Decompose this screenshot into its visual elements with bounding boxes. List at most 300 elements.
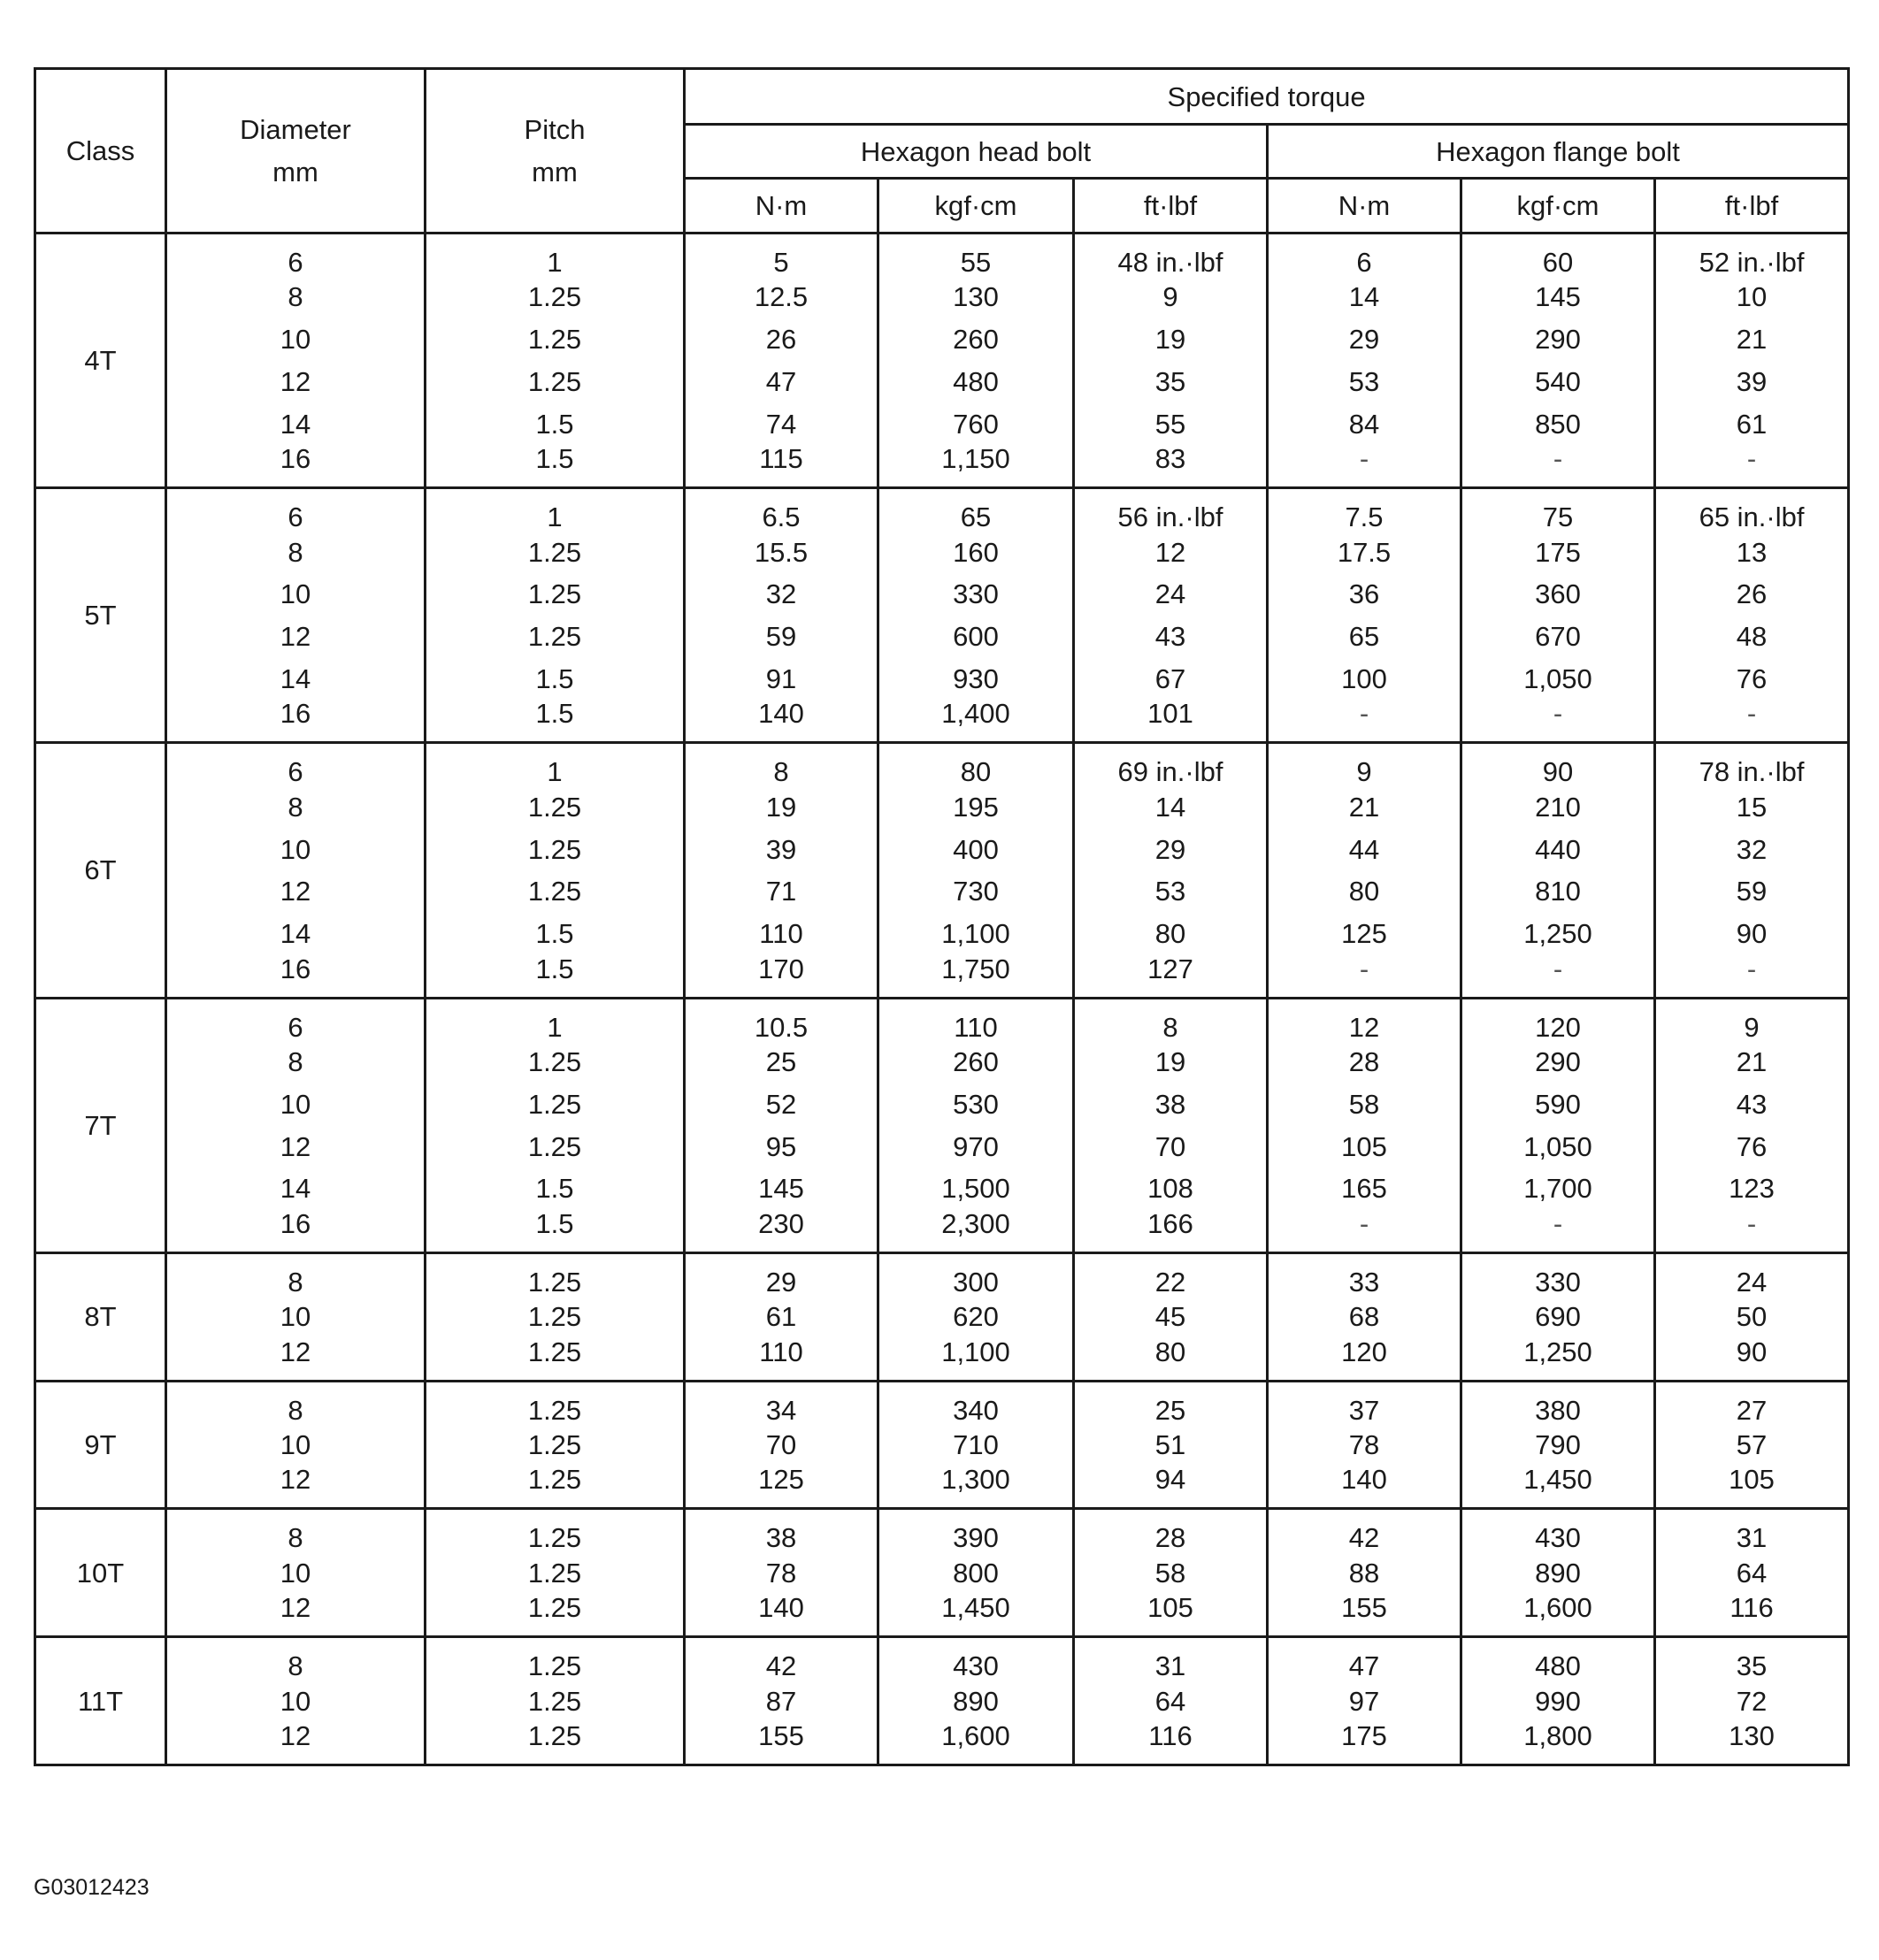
- flange-kgfcm-cell: -: [1461, 445, 1655, 488]
- class-cell: 4T: [35, 234, 166, 488]
- diameter-cell: 6: [166, 998, 426, 1041]
- table-row: [35, 1722, 1849, 1765]
- table-row: [35, 658, 1849, 701]
- flange-ftlbf-cell: 78 in.·lbf: [1655, 743, 1849, 786]
- diameter-cell: 10: [166, 828, 426, 870]
- diameter-header-unit: mm: [272, 156, 318, 188]
- flange-ftlbf-cell: 24: [1655, 1252, 1849, 1296]
- head-kgfcm-cell: 1,500: [878, 1168, 1074, 1210]
- table-row: [35, 445, 1849, 488]
- diameter-cell: 6: [166, 488, 426, 532]
- flange-ftlbf-cell: 52 in.·lbf: [1655, 234, 1849, 277]
- flange-kgfcm-cell: 670: [1461, 616, 1655, 658]
- diameter-cell: 12: [166, 1722, 426, 1765]
- flange-kgfcm-cell: 1,700: [1461, 1168, 1655, 1210]
- head-ftlbf-cell: 19: [1074, 1041, 1268, 1083]
- flange-ftlbf-cell: 59: [1655, 870, 1849, 913]
- head-kgfcm-cell: 130: [878, 276, 1074, 318]
- flange-kgfcm-cell: 440: [1461, 828, 1655, 870]
- flange-ftlbf-cell: 31: [1655, 1509, 1849, 1552]
- head-nm-cell: 32: [685, 573, 878, 616]
- class-cell: 8T: [35, 1252, 166, 1381]
- flange-nm-cell: 42: [1268, 1509, 1461, 1552]
- table-row: [35, 1168, 1849, 1210]
- head-kgfcm-cell: 1,300: [878, 1466, 1074, 1509]
- head-kgfcm-cell: 260: [878, 318, 1074, 361]
- diameter-cell: 8: [166, 785, 426, 828]
- table-row: [35, 870, 1849, 913]
- pitch-cell: 1.25: [426, 1083, 685, 1125]
- flange-kgfcm-cell: 810: [1461, 870, 1655, 913]
- flange-kgfcm-cell: 330: [1461, 1252, 1655, 1296]
- head-nm-cell: 38: [685, 1509, 878, 1552]
- flange-ftlbf-cell: 116: [1655, 1594, 1849, 1637]
- flange-nm-cell: 78: [1268, 1424, 1461, 1466]
- head-nm-cell: 47: [685, 361, 878, 403]
- flange-kgfcm-cell: 690: [1461, 1296, 1655, 1338]
- head-kgfcm-cell: 1,400: [878, 700, 1074, 743]
- flange-nm-cell: 88: [1268, 1551, 1461, 1594]
- diameter-cell: 8: [166, 1637, 426, 1681]
- head-ftlbf-cell: 64: [1074, 1680, 1268, 1722]
- table-row: [35, 1594, 1849, 1637]
- class-cell: 11T: [35, 1637, 166, 1765]
- pitch-cell: 1.5: [426, 913, 685, 955]
- head-kgfcm-cell: 480: [878, 361, 1074, 403]
- flange-nm-cell: 80: [1268, 870, 1461, 913]
- pitch-cell: 1.25: [426, 318, 685, 361]
- head-ftlbf-cell: 12: [1074, 531, 1268, 573]
- head-nm-cell: 87: [685, 1680, 878, 1722]
- head-ftlbf-cell: 101: [1074, 700, 1268, 743]
- class-group-7t: [35, 998, 1849, 1252]
- head-ftlbf-cell: 55: [1074, 402, 1268, 445]
- pitch-cell: 1.25: [426, 1041, 685, 1083]
- diameter-cell: 10: [166, 1083, 426, 1125]
- flange-nm-cell: 37: [1268, 1381, 1461, 1424]
- head-ftlbf-cell: 166: [1074, 1210, 1268, 1253]
- pitch-cell: 1.25: [426, 1338, 685, 1382]
- flange-nm-cell: 12: [1268, 998, 1461, 1041]
- unit-header-head-nm: N·m: [685, 179, 878, 234]
- pitch-cell: 1.25: [426, 276, 685, 318]
- head-ftlbf-cell: 25: [1074, 1381, 1268, 1424]
- head-nm-cell: 170: [685, 955, 878, 999]
- pitch-cell: 1.25: [426, 1594, 685, 1637]
- flange-ftlbf-cell: 65 in.·lbf: [1655, 488, 1849, 532]
- flange-ftlbf-cell: 123: [1655, 1168, 1849, 1210]
- head-nm-cell: 155: [685, 1722, 878, 1765]
- class-group-4t: [35, 234, 1849, 488]
- head-kgfcm-cell: 195: [878, 785, 1074, 828]
- flange-ftlbf-cell: 61: [1655, 402, 1849, 445]
- flange-kgfcm-cell: -: [1461, 700, 1655, 743]
- head-kgfcm-cell: 530: [878, 1083, 1074, 1125]
- diameter-cell: 10: [166, 573, 426, 616]
- head-nm-cell: 39: [685, 828, 878, 870]
- flange-kgfcm-cell: 850: [1461, 402, 1655, 445]
- diameter-cell: 12: [166, 1594, 426, 1637]
- head-nm-cell: 61: [685, 1296, 878, 1338]
- flange-kgfcm-cell: 890: [1461, 1551, 1655, 1594]
- flange-kgfcm-cell: 90: [1461, 743, 1655, 786]
- head-nm-cell: 110: [685, 913, 878, 955]
- head-nm-cell: 29: [685, 1252, 878, 1296]
- flange-ftlbf-cell: 39: [1655, 361, 1849, 403]
- head-nm-cell: 230: [685, 1210, 878, 1253]
- head-kgfcm-cell: 1,150: [878, 445, 1074, 488]
- class-group-10t: [35, 1509, 1849, 1637]
- pitch-cell: 1: [426, 998, 685, 1041]
- unit-header-flange-nm: N·m: [1268, 179, 1461, 234]
- diameter-cell: 12: [166, 1466, 426, 1509]
- diameter-cell: 16: [166, 700, 426, 743]
- diameter-cell: 16: [166, 1210, 426, 1253]
- head-kgfcm-cell: 160: [878, 531, 1074, 573]
- head-ftlbf-cell: 28: [1074, 1509, 1268, 1552]
- class-cell: 9T: [35, 1381, 166, 1509]
- flange-ftlbf-cell: 15: [1655, 785, 1849, 828]
- head-kgfcm-cell: 1,750: [878, 955, 1074, 999]
- table-row: [35, 998, 1849, 1041]
- flange-nm-cell: 125: [1268, 913, 1461, 955]
- diameter-cell: 8: [166, 1381, 426, 1424]
- pitch-cell: 1.25: [426, 785, 685, 828]
- flange-kgfcm-cell: 480: [1461, 1637, 1655, 1681]
- flange-nm-cell: 6: [1268, 234, 1461, 277]
- pitch-cell: 1.25: [426, 1466, 685, 1509]
- flange-kgfcm-cell: 290: [1461, 318, 1655, 361]
- pitch-cell: 1.25: [426, 573, 685, 616]
- head-nm-cell: 71: [685, 870, 878, 913]
- flange-kgfcm-cell: -: [1461, 1210, 1655, 1253]
- class-cell: 6T: [35, 743, 166, 998]
- table-row: [35, 573, 1849, 616]
- class-group-8t: [35, 1252, 1849, 1381]
- flange-nm-cell: 29: [1268, 318, 1461, 361]
- head-nm-cell: 95: [685, 1125, 878, 1168]
- diameter-cell: 16: [166, 955, 426, 999]
- head-kgfcm-cell: 600: [878, 616, 1074, 658]
- table-row: [35, 1041, 1849, 1083]
- pitch-header-label: Pitch: [524, 113, 586, 145]
- head-ftlbf-cell: 51: [1074, 1424, 1268, 1466]
- head-nm-cell: 52: [685, 1083, 878, 1125]
- specified-torque-header: Specified torque: [685, 69, 1849, 125]
- head-kgfcm-cell: 620: [878, 1296, 1074, 1338]
- flange-nm-cell: 28: [1268, 1041, 1461, 1083]
- head-ftlbf-cell: 58: [1074, 1551, 1268, 1594]
- table-row: [35, 1424, 1849, 1466]
- diameter-cell: 8: [166, 1509, 426, 1552]
- head-kgfcm-cell: 65: [878, 488, 1074, 532]
- diameter-cell: 10: [166, 318, 426, 361]
- table-row: [35, 1083, 1849, 1125]
- flange-nm-cell: 33: [1268, 1252, 1461, 1296]
- pitch-cell: 1.25: [426, 1637, 685, 1681]
- table-row: [35, 828, 1849, 870]
- flange-ftlbf-cell: 48: [1655, 616, 1849, 658]
- head-kgfcm-cell: 760: [878, 402, 1074, 445]
- head-nm-cell: 70: [685, 1424, 878, 1466]
- pitch-cell: 1.25: [426, 1509, 685, 1552]
- table-header: [35, 69, 1849, 234]
- table-row: [35, 1296, 1849, 1338]
- head-nm-cell: 34: [685, 1381, 878, 1424]
- head-kgfcm-cell: 1,450: [878, 1594, 1074, 1637]
- flange-ftlbf-cell: 21: [1655, 318, 1849, 361]
- flange-ftlbf-cell: 27: [1655, 1381, 1849, 1424]
- head-ftlbf-cell: 67: [1074, 658, 1268, 701]
- pitch-cell: 1.5: [426, 955, 685, 999]
- diameter-cell: 6: [166, 234, 426, 277]
- pitch-cell: 1: [426, 234, 685, 277]
- head-ftlbf-cell: 127: [1074, 955, 1268, 999]
- head-kgfcm-cell: 430: [878, 1637, 1074, 1681]
- class-cell: 10T: [35, 1509, 166, 1637]
- head-kgfcm-cell: 330: [878, 573, 1074, 616]
- flange-kgfcm-cell: 290: [1461, 1041, 1655, 1083]
- head-nm-cell: 12.5: [685, 276, 878, 318]
- head-kgfcm-cell: 80: [878, 743, 1074, 786]
- flange-nm-cell: 21: [1268, 785, 1461, 828]
- flange-nm-cell: 155: [1268, 1594, 1461, 1637]
- diameter-cell: 8: [166, 276, 426, 318]
- head-kgfcm-cell: 340: [878, 1381, 1074, 1424]
- flange-nm-cell: -: [1268, 1210, 1461, 1253]
- head-nm-cell: 78: [685, 1551, 878, 1594]
- flange-nm-cell: -: [1268, 445, 1461, 488]
- pitch-cell: 1.5: [426, 658, 685, 701]
- pitch-header-unit: mm: [532, 156, 578, 188]
- figure-code: G03012423: [34, 1875, 150, 1900]
- class-group-11t: [35, 1637, 1849, 1765]
- flange-ftlbf-cell: -: [1655, 955, 1849, 999]
- flange-nm-cell: -: [1268, 700, 1461, 743]
- flange-ftlbf-cell: 9: [1655, 998, 1849, 1041]
- flange-kgfcm-cell: 175: [1461, 531, 1655, 573]
- table-row: [35, 1210, 1849, 1253]
- head-ftlbf-cell: 80: [1074, 913, 1268, 955]
- head-kgfcm-cell: 1,100: [878, 1338, 1074, 1382]
- flange-kgfcm-cell: 990: [1461, 1680, 1655, 1722]
- head-nm-cell: 6.5: [685, 488, 878, 532]
- flange-kgfcm-cell: 145: [1461, 276, 1655, 318]
- flange-nm-cell: 9: [1268, 743, 1461, 786]
- flange-nm-cell: 44: [1268, 828, 1461, 870]
- diameter-cell: 14: [166, 658, 426, 701]
- pitch-cell: 1.25: [426, 870, 685, 913]
- flange-ftlbf-cell: 90: [1655, 1338, 1849, 1382]
- head-nm-cell: 115: [685, 445, 878, 488]
- diameter-cell: 8: [166, 531, 426, 573]
- flange-ftlbf-cell: 130: [1655, 1722, 1849, 1765]
- table-row: [35, 955, 1849, 999]
- head-nm-cell: 91: [685, 658, 878, 701]
- head-nm-cell: 5: [685, 234, 878, 277]
- diameter-cell: 14: [166, 913, 426, 955]
- flange-kgfcm-cell: 60: [1461, 234, 1655, 277]
- pitch-cell: 1.25: [426, 1722, 685, 1765]
- pitch-header: [426, 69, 685, 234]
- diameter-cell: 8: [166, 1252, 426, 1296]
- diameter-cell: 10: [166, 1551, 426, 1594]
- head-kgfcm-cell: 2,300: [878, 1210, 1074, 1253]
- head-nm-cell: 140: [685, 1594, 878, 1637]
- diameter-cell: 16: [166, 445, 426, 488]
- head-kgfcm-cell: 400: [878, 828, 1074, 870]
- flange-nm-cell: 7.5: [1268, 488, 1461, 532]
- class-group-5t: [35, 488, 1849, 743]
- flange-kgfcm-cell: -: [1461, 955, 1655, 999]
- head-ftlbf-cell: 94: [1074, 1466, 1268, 1509]
- pitch-cell: 1.25: [426, 616, 685, 658]
- class-group-6t: [35, 743, 1849, 998]
- flange-ftlbf-cell: 72: [1655, 1680, 1849, 1722]
- head-ftlbf-cell: 43: [1074, 616, 1268, 658]
- head-ftlbf-cell: 38: [1074, 1083, 1268, 1125]
- hexagon-head-bolt-header: Hexagon head bolt: [685, 125, 1268, 179]
- flange-kgfcm-cell: 210: [1461, 785, 1655, 828]
- table-row: [35, 1338, 1849, 1382]
- flange-ftlbf-cell: 43: [1655, 1083, 1849, 1125]
- head-kgfcm-cell: 1,600: [878, 1722, 1074, 1765]
- flange-ftlbf-cell: 76: [1655, 1125, 1849, 1168]
- pitch-cell: 1.5: [426, 402, 685, 445]
- flange-nm-cell: 47: [1268, 1637, 1461, 1681]
- diameter-cell: 10: [166, 1424, 426, 1466]
- flange-kgfcm-cell: 430: [1461, 1509, 1655, 1552]
- head-nm-cell: 10.5: [685, 998, 878, 1041]
- pitch-cell: 1.25: [426, 1381, 685, 1424]
- head-nm-cell: 125: [685, 1466, 878, 1509]
- flange-ftlbf-cell: 90: [1655, 913, 1849, 955]
- pitch-cell: 1.5: [426, 700, 685, 743]
- head-nm-cell: 74: [685, 402, 878, 445]
- head-ftlbf-cell: 31: [1074, 1637, 1268, 1681]
- flange-nm-cell: 17.5: [1268, 531, 1461, 573]
- diameter-cell: 12: [166, 870, 426, 913]
- pitch-cell: 1.25: [426, 1252, 685, 1296]
- flange-ftlbf-cell: 105: [1655, 1466, 1849, 1509]
- flange-kgfcm-cell: 120: [1461, 998, 1655, 1041]
- flange-ftlbf-cell: -: [1655, 700, 1849, 743]
- class-cell: 7T: [35, 998, 166, 1252]
- head-kgfcm-cell: 730: [878, 870, 1074, 913]
- table-row: [35, 234, 1849, 277]
- diameter-cell: 12: [166, 1338, 426, 1382]
- pitch-cell: 1.25: [426, 1296, 685, 1338]
- pitch-cell: 1.25: [426, 1125, 685, 1168]
- head-ftlbf-cell: 53: [1074, 870, 1268, 913]
- head-kgfcm-cell: 890: [878, 1680, 1074, 1722]
- diameter-cell: 10: [166, 1296, 426, 1338]
- pitch-cell: 1: [426, 743, 685, 786]
- head-kgfcm-cell: 930: [878, 658, 1074, 701]
- flange-ftlbf-cell: 76: [1655, 658, 1849, 701]
- flange-ftlbf-cell: 57: [1655, 1424, 1849, 1466]
- head-ftlbf-cell: 69 in.·lbf: [1074, 743, 1268, 786]
- flange-kgfcm-cell: 1,450: [1461, 1466, 1655, 1509]
- head-kgfcm-cell: 110: [878, 998, 1074, 1041]
- flange-nm-cell: 36: [1268, 573, 1461, 616]
- head-nm-cell: 8: [685, 743, 878, 786]
- flange-ftlbf-cell: 10: [1655, 276, 1849, 318]
- class-group-9t: [35, 1381, 1849, 1509]
- table-row: [35, 616, 1849, 658]
- head-ftlbf-cell: 48 in.·lbf: [1074, 234, 1268, 277]
- head-ftlbf-cell: 9: [1074, 276, 1268, 318]
- unit-header-flange-ftlbf: ft·lbf: [1655, 179, 1849, 234]
- head-ftlbf-cell: 22: [1074, 1252, 1268, 1296]
- table-row: [35, 318, 1849, 361]
- flange-nm-cell: 120: [1268, 1338, 1461, 1382]
- diameter-cell: 14: [166, 1168, 426, 1210]
- head-ftlbf-cell: 70: [1074, 1125, 1268, 1168]
- flange-nm-cell: 84: [1268, 402, 1461, 445]
- head-nm-cell: 110: [685, 1338, 878, 1382]
- head-ftlbf-cell: 14: [1074, 785, 1268, 828]
- flange-nm-cell: 68: [1268, 1296, 1461, 1338]
- flange-nm-cell: 58: [1268, 1083, 1461, 1125]
- head-ftlbf-cell: 35: [1074, 361, 1268, 403]
- flange-kgfcm-cell: 1,050: [1461, 1125, 1655, 1168]
- flange-nm-cell: 140: [1268, 1466, 1461, 1509]
- flange-kgfcm-cell: 360: [1461, 573, 1655, 616]
- pitch-cell: 1.25: [426, 828, 685, 870]
- head-nm-cell: 59: [685, 616, 878, 658]
- table-row: [35, 361, 1849, 403]
- pitch-cell: 1.25: [426, 361, 685, 403]
- table-row: [35, 700, 1849, 743]
- head-ftlbf-cell: 108: [1074, 1168, 1268, 1210]
- head-ftlbf-cell: 29: [1074, 828, 1268, 870]
- table-row: [35, 488, 1849, 532]
- table-row: [35, 1125, 1849, 1168]
- table-row: [35, 1381, 1849, 1424]
- head-ftlbf-cell: 105: [1074, 1594, 1268, 1637]
- flange-kgfcm-cell: 1,600: [1461, 1594, 1655, 1637]
- pitch-cell: 1.25: [426, 1551, 685, 1594]
- head-nm-cell: 140: [685, 700, 878, 743]
- head-nm-cell: 26: [685, 318, 878, 361]
- head-ftlbf-cell: 8: [1074, 998, 1268, 1041]
- table-row: [35, 1551, 1849, 1594]
- pitch-cell: 1.25: [426, 1424, 685, 1466]
- table-row: [35, 276, 1849, 318]
- head-kgfcm-cell: 800: [878, 1551, 1074, 1594]
- flange-nm-cell: 65: [1268, 616, 1461, 658]
- pitch-cell: 1.25: [426, 531, 685, 573]
- flange-ftlbf-cell: 64: [1655, 1551, 1849, 1594]
- head-nm-cell: 19: [685, 785, 878, 828]
- table-row: [35, 1637, 1849, 1681]
- table-row: [35, 785, 1849, 828]
- head-kgfcm-cell: 300: [878, 1252, 1074, 1296]
- pitch-cell: 1.5: [426, 1168, 685, 1210]
- flange-kgfcm-cell: 75: [1461, 488, 1655, 532]
- flange-nm-cell: 175: [1268, 1722, 1461, 1765]
- pitch-cell: 1.25: [426, 1680, 685, 1722]
- flange-kgfcm-cell: 380: [1461, 1381, 1655, 1424]
- unit-header-flange-kgfcm: kgf·cm: [1461, 179, 1655, 234]
- head-ftlbf-cell: 19: [1074, 318, 1268, 361]
- head-kgfcm-cell: 390: [878, 1509, 1074, 1552]
- table-row: [35, 1680, 1849, 1722]
- torque-table: [34, 67, 1850, 1766]
- head-kgfcm-cell: 710: [878, 1424, 1074, 1466]
- pitch-cell: 1.5: [426, 445, 685, 488]
